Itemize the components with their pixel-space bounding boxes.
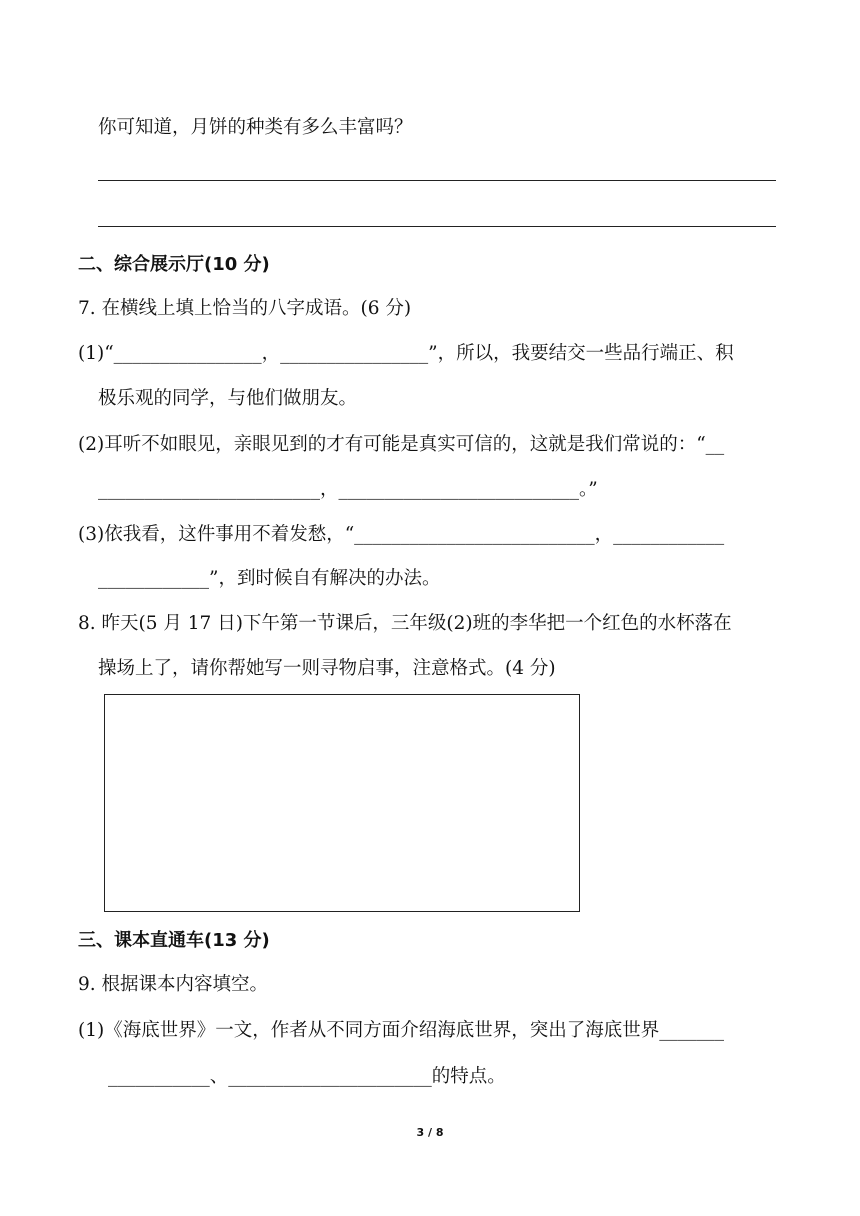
q7-item1-line1: (1)“________________，________________”，所以，我要结交一些品行端正、积 xyxy=(78,343,734,364)
section-2-heading: 二、综合展示厅(10 分) xyxy=(78,254,270,275)
q8-line2: 操场上了，请你帮她写一则寻物启事，注意格式。(4 分) xyxy=(98,658,556,679)
question-tail: 你可知道，月饼的种类有多么丰富吗？ xyxy=(98,117,413,138)
q7-item1-line2: 极乐观的同学，与他们做朋友。 xyxy=(98,388,358,409)
answer-line-2[interactable] xyxy=(98,226,776,227)
q9-item1-line2: ___________、______________________的特点。 xyxy=(108,1066,506,1087)
q7-item2-line2: ________________________，__________________________。” xyxy=(98,479,598,500)
q8-line1: 8. 昨天(5 月 17 日)下午第一节课后，三年级(2)班的李华把一个红色的水杯落在 xyxy=(78,613,732,634)
answer-box[interactable] xyxy=(104,694,580,912)
q9-item1-line1: (1)《海底世界》一文，作者从不同方面介绍海底世界，突出了海底世界_______ xyxy=(78,1020,724,1041)
q9-stem: 9. 根据课本内容填空。 xyxy=(78,974,269,995)
q7-stem: 7. 在横线上填上恰当的八字成语。(6 分) xyxy=(78,298,412,319)
answer-line-1[interactable] xyxy=(98,180,776,181)
q7-item3-line1: (3)依我看，这件事用不着发愁，“__________________________，____________ xyxy=(78,524,725,545)
q7-item3-line2: ____________”，到时候自有解决的办法。 xyxy=(98,568,441,589)
q7-item2-line1: (2)耳听不如眼见，亲眼见到的才有可能是真实可信的，这就是我们常说的：“__ xyxy=(78,434,725,455)
section-3-heading: 三、课本直通车(13 分) xyxy=(78,930,270,951)
page-number: 3 / 8 xyxy=(416,1126,444,1139)
